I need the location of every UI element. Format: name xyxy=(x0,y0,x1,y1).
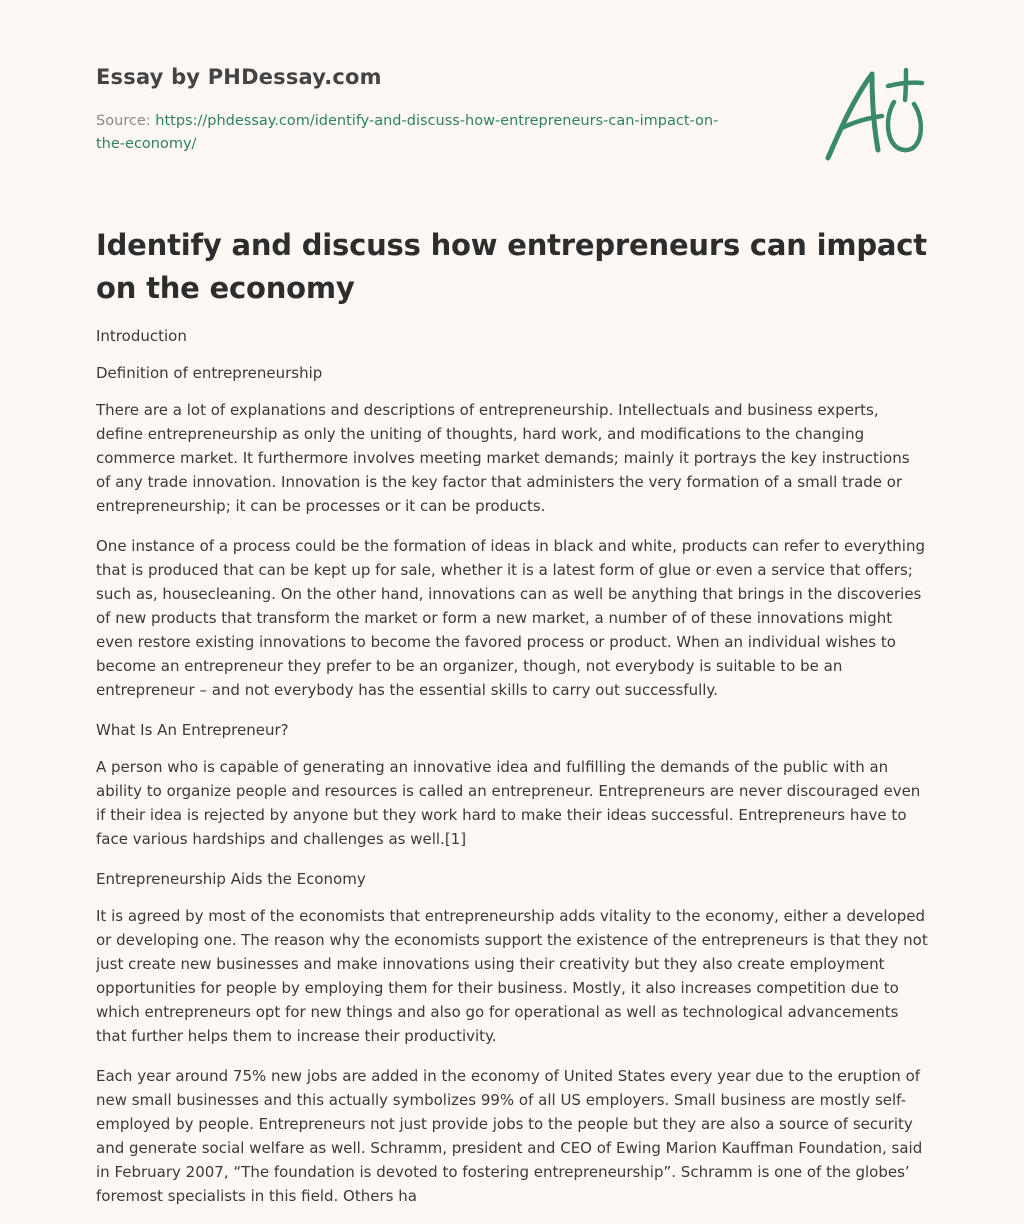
section-heading: Introduction xyxy=(96,327,187,345)
source-link-line1: https://phdessay.com/identify-and-discuss-how-entrepreneurs-can-impact-on- xyxy=(155,113,719,129)
source-link[interactable] xyxy=(96,113,718,152)
source-link-line2: the-economy/ xyxy=(96,136,197,152)
paragraph: A person who is capable of generating an innovative idea and fulfilling the demands of the public with an ability to organize people and resources is called an entrepreneur. Entrepreneurs are never discouraged even if their idea is rejected by anyone but they work hard to make their ideas successful. Entrepreneurs have to face various hardships and challenges as well.[1] xyxy=(96,758,921,848)
site-brand: Essay by PHDessay.com xyxy=(96,65,382,89)
source-label: Source: xyxy=(96,113,156,129)
paragraph: It is agreed by most of the economists that entrepreneurship adds vitality to the economy, either a developed or developing one. The reason why the economists support the existence of the entrepreneurs is that they not just create new businesses and make innovations using their creativity but they also create employment opportunities for people by employing them for their business. Mostly, it also increases competition due to which entrepreneurs opt for new things and also go for operational as well as technological advancements that further helps them to increase their productivity. xyxy=(96,907,928,1045)
section-heading: What Is An Entrepreneur? xyxy=(96,721,289,739)
essay-page xyxy=(96,0,928,1224)
section-heading: Definition of entrepreneurship xyxy=(96,364,323,382)
paragraph: One instance of a process could be the formation of ideas in black and white, products can refer to everything that is produced that can be kept up for sale, whether it is a latest form of glue or even a service that offers; such as, housecleaning. On the other hand, innovations can as well be anything that brings in the discoveries of new products that transform the market or form a new market, a number of of these innovations might even restore existing innovations to become the favored process or product. When an individual wishes to become an entrepreneur they prefer to be an organizer, though, not everybody is suitable to be an entrepreneur – and not everybody has the essential skills to carry out successfully. xyxy=(96,537,925,699)
source-line xyxy=(96,110,756,156)
paragraph: Each year around 75% new jobs are added in the economy of United States every year due to the eruption of new small businesses and this actually symbolizes 99% of all US employers. Small business are mostly self-employed by people. Entrepreneurs not just provide jobs to the people but they are also a source of security and generate social welfare as well. Schramm, president and CEO of Ewing Marion Kauffman Foundation, said in February 2007, “The foundation is devoted to fostering entrepreneurship”. Schramm is one of the globes’ foremost specialists in this field. Others ha xyxy=(96,1067,923,1205)
section-heading: Entrepreneurship Aids the Economy xyxy=(96,870,366,888)
a-plus-grade-icon xyxy=(822,66,928,166)
paragraph: There are a lot of explanations and descriptions of entrepreneurship. Intellectuals and business experts, define entrepreneurship as only the uniting of thoughts, hard work, and modifications to the changing commerce market. It furthermore involves meeting market demands; mainly it portrays the key instructions of any trade innovation. Innovation is the key factor that administers the very formation of a small trade or entrepreneurship; it can be processes or it can be products. xyxy=(96,401,910,515)
essay-title: Identify and discuss how entrepreneurs can impact on the economy xyxy=(96,228,927,305)
essay-body xyxy=(96,324,928,1224)
